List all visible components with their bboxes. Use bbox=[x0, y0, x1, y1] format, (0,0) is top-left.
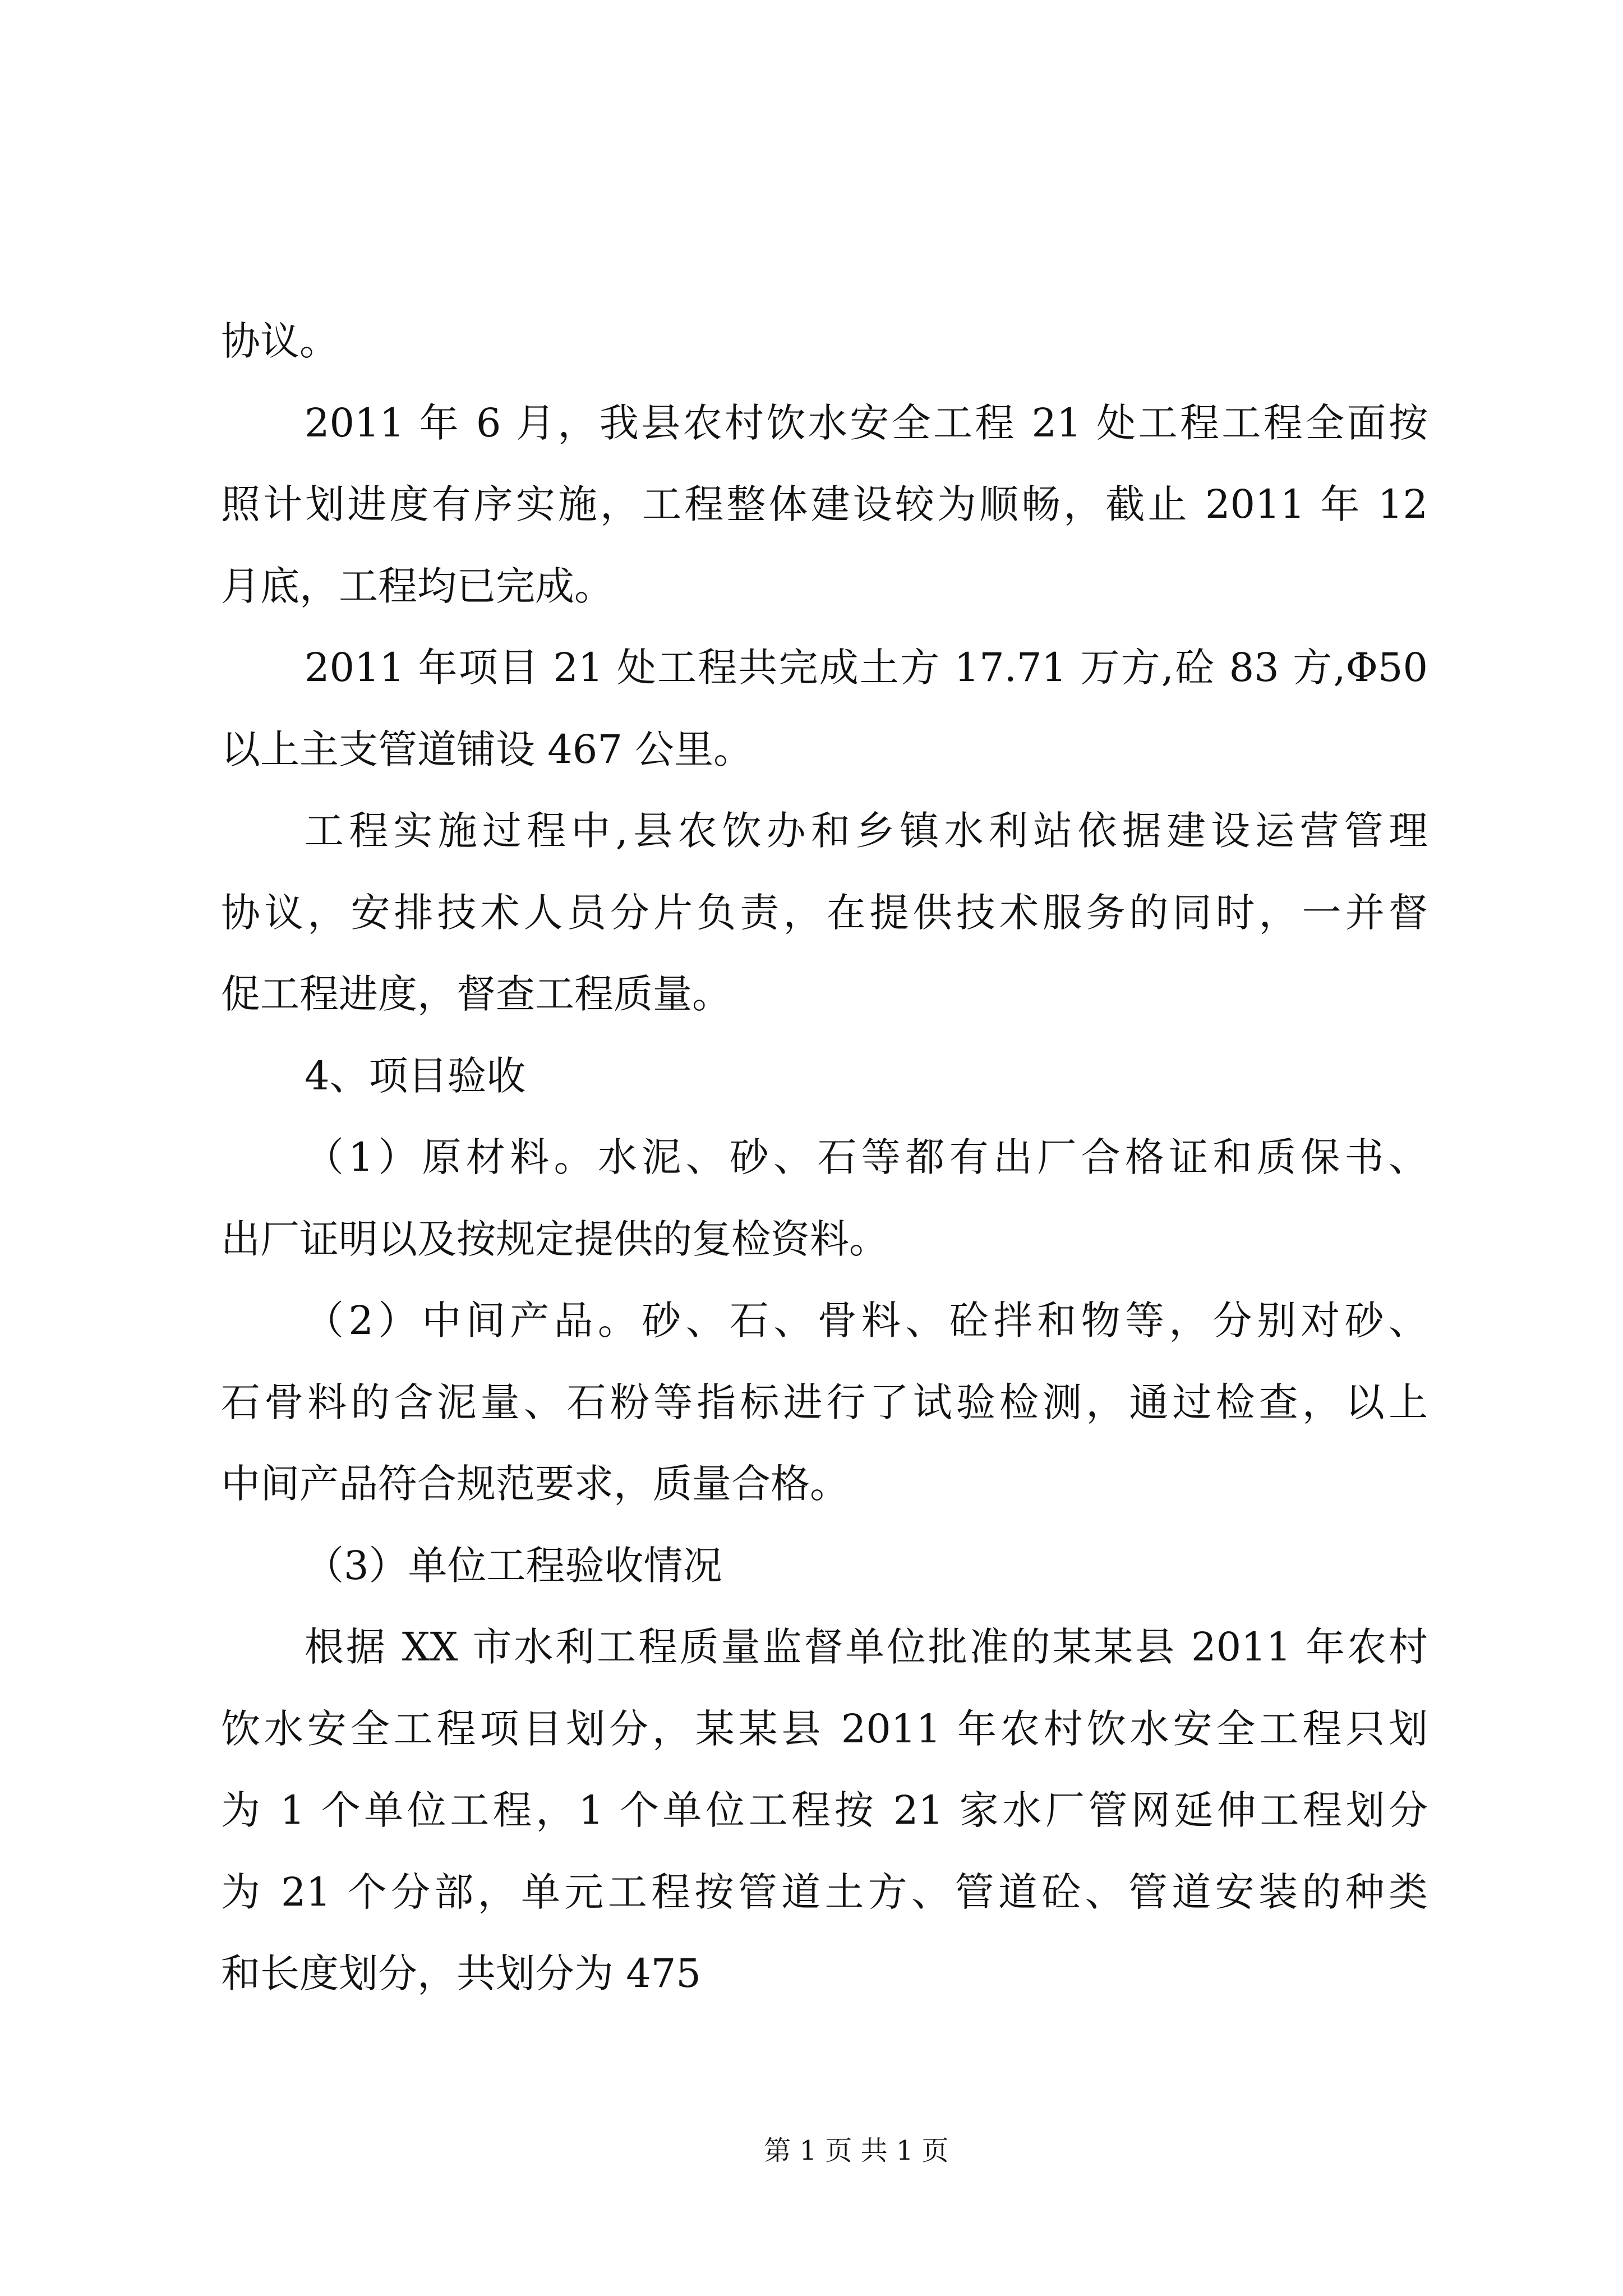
paragraph bbox=[221, 1607, 1428, 2015]
paragraph bbox=[221, 301, 1428, 383]
paragraph bbox=[221, 1117, 1428, 1280]
paragraph-line: 协议。 bbox=[221, 318, 339, 364]
section-heading-text: （3）单位工程验收情况 bbox=[305, 1542, 722, 1589]
paragraph-line: 2011 年 6 月，我县农村饮水安全工程 21 处工程工程全面按 bbox=[305, 399, 1428, 446]
section-heading bbox=[221, 1036, 1428, 1117]
paragraph-line: 为 21 个分部，单元工程按管道土方、管道砼、管道安装的种类 bbox=[221, 1869, 1428, 1915]
page-footer: 第 1 页 共 1 页 bbox=[764, 2135, 949, 2166]
document-body bbox=[221, 301, 1428, 2015]
paragraph bbox=[221, 627, 1428, 790]
paragraph-line: 月底，工程均已完成。 bbox=[221, 563, 614, 609]
paragraph bbox=[221, 1280, 1428, 1525]
paragraph-line: 2011 年项目 21 处工程共完成土方 17.71 万方,砼 83 方,Φ50 bbox=[305, 645, 1428, 691]
paragraph-line: 石骨料的含泥量、石粉等指标进行了试验检测，通过检查，以上 bbox=[221, 1379, 1428, 1425]
paragraph-line: 中间产品符合规范要求，质量合格。 bbox=[221, 1461, 849, 1507]
section-heading bbox=[221, 1525, 1428, 1607]
paragraph-line: 根据 XX 市水利工程质量监督单位批准的某某县 2011 年农村 bbox=[305, 1624, 1428, 1670]
paragraph-line: 工程实施过程中,县农饮办和乡镇水利站依据建设运营管理 bbox=[305, 808, 1428, 854]
paragraph bbox=[221, 790, 1428, 1036]
paragraph-line: 协议，安排技术人员分片负责，在提供技术服务的同时，一并督 bbox=[221, 889, 1428, 936]
paragraph-line: 促工程进度，督查工程质量。 bbox=[221, 971, 731, 1017]
paragraph-line: 照计划进度有序实施，工程整体建设较为顺畅，截止 2011 年 12 bbox=[221, 481, 1428, 527]
paragraph-line: （2）中间产品。砂、石、骨料、砼拌和物等，分别对砂、 bbox=[305, 1297, 1428, 1343]
paragraph-line: 和长度划分，共划分为 475 bbox=[221, 1950, 701, 1996]
paragraph-line: 为 1 个单位工程，1 个单位工程按 21 家水厂管网延伸工程划分 bbox=[221, 1787, 1428, 1833]
section-heading-text: 4、项目验收 bbox=[305, 1052, 526, 1099]
paragraph-line: （1）原材料。水泥、砂、石等都有出厂合格证和质保书、 bbox=[305, 1134, 1428, 1180]
paragraph bbox=[221, 383, 1428, 628]
paragraph-line: 饮水安全工程项目划分，某某县 2011 年农村饮水安全工程只划 bbox=[221, 1705, 1428, 1752]
paragraph-line: 以上主支管道铺设 467 公里。 bbox=[221, 726, 753, 772]
paragraph-line: 出厂证明以及按规定提供的复检资料。 bbox=[221, 1216, 888, 1262]
